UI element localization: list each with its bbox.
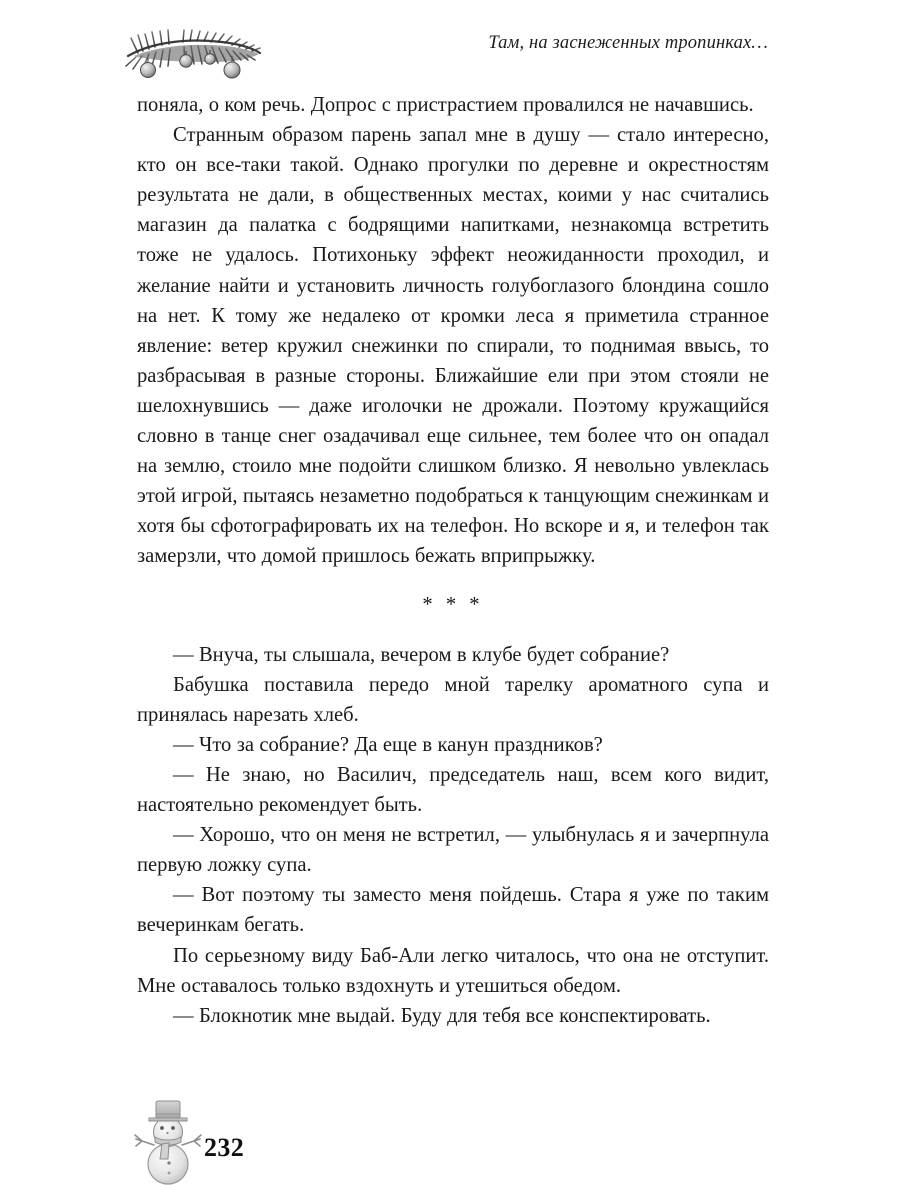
paragraph: Странным образом парень запал мне в душу — стало интересно, кто он все-таки такой. Однако прогулки по деревне и окрестностям результата не дали, в общественных местах, коими у нас считались магазин да палатка с бодрящими напитками, незнакомца встретить тоже не удалось. Потихоньку эффект неожиданности проходил, и желание найти и установить личность голубоглазого блондина сошло на нет. К тому же недалеко от кромки леса я приметила странное явление: ветер кружил снежинки по спирали, то поднимая ввысь, то разбрасывая в разные стороны. Ближайшие ели при этом стояли не шелохнувшись — даже иголочки не дрожали. Поэтому кружащийся словно в танце снег озадачивал еще сильнее, тем более что он опадал на землю, стоило мне подойти слишком близко. Я невольно увлеклась этой игрой, пытаясь незаметно подобраться к танцующим снежинкам и хотя бы сфотографировать их на телефон. Но вскоре и я, и телефон так замерзли, что домой пришлось бежать вприпрыжку. — [137, 124, 769, 568]
page-footer — [0, 1085, 900, 1200]
page-text-block — [137, 90, 769, 1031]
paragraph: — Вот поэтому ты заместо меня пойдешь. Стара я уже по таким вечеринкам бегать. — [137, 884, 769, 937]
paragraph: По серьезному виду Баб-Али легко читалось, что она не отступит. Мне оставалось только вздохнуть и утешиться обедом. — [137, 944, 769, 997]
page-header — [0, 0, 900, 88]
paragraph: — Что за собрание? Да еще в канун праздников? — [173, 733, 603, 756]
scene-divider: * * * — [422, 593, 484, 616]
paragraph: — Не знаю, но Василич, председатель наш, всем кого видит, настоятельно рекомендует быть. — [137, 763, 769, 817]
paragraph: — Блокнотик мне выдай. Буду для тебя все конспектировать. — [173, 1004, 711, 1027]
paragraph: поняла, о ком речь. Допрос с пристрастием провалился не начавшись. — [137, 94, 754, 116]
running-head: Там, на заснеженных тропинках… — [488, 33, 768, 53]
fir-branch-with-baubles-icon — [122, 26, 264, 82]
paragraph: Бабушка поставила передо мной тарелку ароматного супа и принялась нарезать хлеб. — [137, 673, 769, 726]
snowman-icon — [131, 1096, 205, 1188]
paragraph: — Хорошо, что он меня не встретил, — улыбнулась я и зачерпнула первую ложку супа. — [137, 824, 769, 877]
paragraph: — Внуча, ты слышала, вечером в клубе будет собрание? — [173, 643, 670, 666]
page-number: 232 — [204, 1133, 245, 1162]
